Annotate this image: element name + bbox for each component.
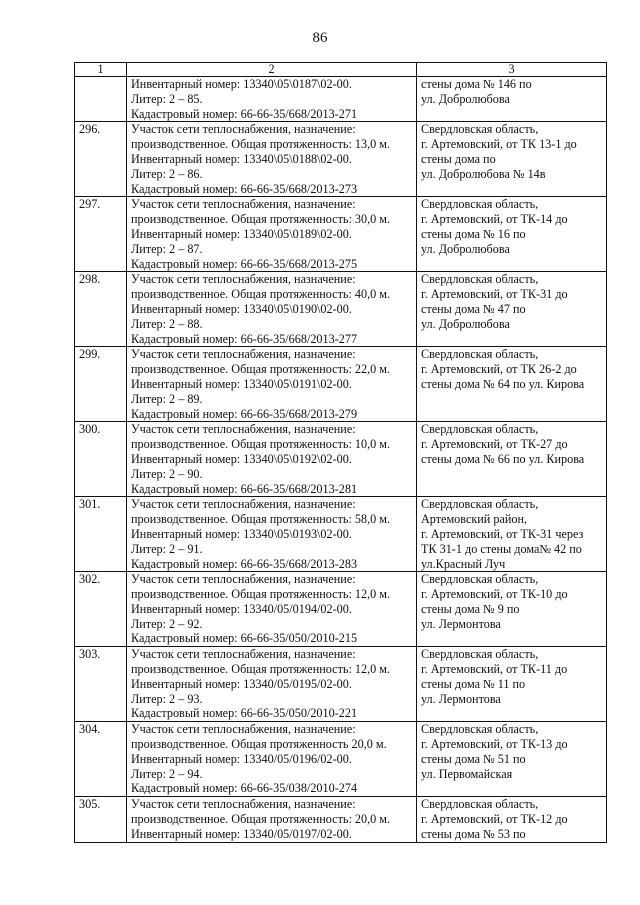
location-line: Свердловская область, [421, 347, 539, 362]
object-location [417, 272, 607, 347]
description-line: Литер: 2 – 89. [131, 391, 203, 406]
description-line: производственное. Общая протяженность: 30,0 м. [131, 212, 391, 227]
description-line: Инвентарный номер: 13340\05\0192\02-00. [131, 451, 352, 466]
location-line: Свердловская область, [421, 797, 539, 812]
location-line: Свердловская область, [421, 122, 539, 137]
description-line: Участок сети теплоснабжения, назначение: [131, 422, 356, 437]
location-line: ул.Красный Луч [421, 556, 506, 571]
location-line: стены дома № 64 по ул. Кирова [421, 376, 585, 391]
object-location [417, 422, 607, 497]
description-line: Кадастровый номер: 66-66-35/668/2013-279 [131, 406, 358, 421]
location-line: Свердловская область, [421, 722, 539, 737]
object-description [127, 797, 417, 842]
description-line: Инвентарный номер: 13340/05/0195/02-00. [131, 676, 352, 691]
location-line: ул. Добролюбова [421, 91, 510, 106]
description-line: производственное. Общая протяженность: 58,0 м. [131, 512, 391, 527]
description-line: Кадастровый номер: 66-66-35/668/2013-275 [131, 256, 358, 271]
description-line: производственное. Общая протяженность: 12,0 м. [131, 662, 391, 677]
description-line: Инвентарный номер: 13340\05\0187\02-00. [131, 77, 352, 91]
object-location [417, 197, 607, 272]
location-line: ул. Добролюбова [421, 241, 510, 256]
table-row [75, 77, 607, 122]
row-number: 304. [75, 722, 127, 797]
location-line: ул. Добролюбова № 14в [421, 166, 546, 181]
location-line: стены дома № 11 по [421, 676, 526, 691]
description-line: Участок сети теплоснабжения, назначение: [131, 572, 356, 587]
table-row [75, 347, 607, 422]
description-line: Кадастровый номер: 66-66-35/668/2013-273 [131, 181, 358, 196]
object-description [127, 422, 417, 497]
object-description [127, 77, 417, 122]
object-description [127, 722, 417, 797]
location-line: г. Артемовский, от ТК-13 до [421, 737, 568, 752]
location-line: Свердловская область, [421, 572, 539, 587]
description-line: производственное. Общая протяженность 20,0 м. [131, 737, 387, 752]
table-row [75, 722, 607, 797]
description-line: Участок сети теплоснабжения, назначение: [131, 197, 356, 212]
location-line: ул. Лермонтова [421, 616, 501, 631]
description-line: Кадастровый номер: 66-66-35/668/2013-277 [131, 331, 358, 346]
table-row [75, 647, 607, 722]
description-line: Кадастровый номер: 66-66-35/668/2013-271 [131, 106, 358, 121]
row-number: 305. [75, 797, 127, 842]
location-line: Свердловская область, [421, 422, 539, 437]
description-line: Участок сети теплоснабжения, назначение: [131, 797, 356, 812]
description-line: Участок сети теплоснабжения, назначение: [131, 272, 356, 287]
location-line: стены дома по [421, 151, 496, 166]
table-row [75, 497, 607, 572]
location-line: Свердловская область, [421, 197, 539, 212]
location-line: Свердловская область, [421, 647, 539, 662]
object-location [417, 722, 607, 797]
location-line: стены дома № 9 по [421, 601, 520, 616]
description-line: Литер: 2 – 94. [131, 766, 203, 781]
description-line: производственное. Общая протяженность: 20,0 м. [131, 812, 391, 827]
description-line: производственное. Общая протяженность: 13,0 м. [131, 137, 391, 152]
column-header-2: 2 [127, 63, 417, 77]
description-line: Литер: 2 – 86. [131, 166, 203, 181]
location-line: стены дома № 53 по [421, 826, 526, 841]
page-number: 86 [312, 30, 328, 46]
description-line: производственное. Общая протяженность: 12,0 м. [131, 587, 391, 602]
location-line: г. Артемовский, от ТК-11 до [421, 662, 568, 677]
description-line: производственное. Общая протяженность: 10,0 м. [131, 437, 391, 452]
object-location [417, 77, 607, 122]
object-location [417, 647, 607, 722]
table-row [75, 122, 607, 197]
description-line: Литер: 2 – 93. [131, 691, 203, 706]
table-row [75, 572, 607, 647]
location-line: г. Артемовский, от ТК-31 до [421, 287, 568, 302]
location-line: г. Артемовский, от ТК-27 до [421, 437, 568, 452]
object-description [127, 647, 417, 722]
object-location [417, 347, 607, 422]
object-description [127, 572, 417, 647]
description-line: Кадастровый номер: 66-66-35/050/2010-221 [131, 706, 358, 721]
location-line: ул. Первомайская [421, 766, 513, 781]
object-description [127, 497, 417, 572]
location-line: ул. Лермонтова [421, 691, 501, 706]
location-line: ул. Добролюбова [421, 316, 510, 331]
description-line: Инвентарный номер: 13340\05\0193\02-00. [131, 526, 352, 541]
row-number: 301. [75, 497, 127, 572]
description-line: Участок сети теплоснабжения, назначение: [131, 497, 356, 512]
table-header-row [75, 63, 607, 77]
description-line: производственное. Общая протяженность: 40,0 м. [131, 287, 391, 302]
table-row [75, 272, 607, 347]
object-description [127, 122, 417, 197]
description-line: Кадастровый номер: 66-66-35/038/2010-274 [131, 781, 358, 796]
description-line: Кадастровый номер: 66-66-35/050/2010-215 [131, 631, 358, 646]
location-line: г. Артемовский, от ТК-14 до [421, 212, 568, 227]
object-location [417, 497, 607, 572]
description-line: производственное. Общая протяженность: 22,0 м. [131, 362, 391, 377]
location-line: г. Артемовский, от ТК 26-2 до [421, 362, 577, 377]
object-location [417, 572, 607, 647]
description-line: Литер: 2 – 91. [131, 541, 203, 556]
description-line: Литер: 2 – 92. [131, 616, 203, 631]
description-line: Инвентарный номер: 13340/05/0197/02-00. [131, 826, 352, 841]
description-line: Литер: 2 – 87. [131, 241, 203, 256]
row-number: 299. [75, 347, 127, 422]
location-line: стены дома № 51 по [421, 751, 526, 766]
description-line: Литер: 2 – 88. [131, 316, 203, 331]
description-line: Кадастровый номер: 66-66-35/668/2013-283 [131, 556, 358, 571]
row-number: 300. [75, 422, 127, 497]
location-line: г. Артемовский, от ТК-31 через [421, 526, 584, 541]
column-header-3: 3 [417, 63, 607, 77]
description-line: Участок сети теплоснабжения, назначение: [131, 647, 356, 662]
row-number: 297. [75, 197, 127, 272]
description-line: Инвентарный номер: 13340\05\0188\02-00. [131, 151, 352, 166]
description-line: Участок сети теплоснабжения, назначение: [131, 347, 356, 362]
description-line: Литер: 2 – 90. [131, 466, 203, 481]
table-row [75, 197, 607, 272]
description-line: Кадастровый номер: 66-66-35/668/2013-281 [131, 481, 358, 496]
description-line: Инвентарный номер: 13340\05\0191\02-00. [131, 376, 352, 391]
location-line: Артемовский район, [421, 512, 528, 527]
location-line: г. Артемовский, от ТК 13-1 до [421, 137, 577, 152]
location-line: стены дома № 66 по ул. Кирова [421, 451, 585, 466]
column-header-1: 1 [75, 63, 127, 77]
object-location [417, 122, 607, 197]
description-line: Инвентарный номер: 13340/05/0196/02-00. [131, 751, 352, 766]
description-line: Инвентарный номер: 13340/05/0194/02-00. [131, 601, 352, 616]
table-row [75, 422, 607, 497]
description-line: Инвентарный номер: 13340\05\0189\02-00. [131, 226, 352, 241]
row-number: 303. [75, 647, 127, 722]
object-description [127, 272, 417, 347]
location-line: стены дома № 47 по [421, 301, 526, 316]
description-line: Литер: 2 – 85. [131, 91, 203, 106]
registry-table [74, 62, 607, 843]
row-number: 302. [75, 572, 127, 647]
table-body [75, 77, 607, 843]
location-line: г. Артемовский, от ТК-10 до [421, 587, 568, 602]
row-number: 298. [75, 272, 127, 347]
location-line: Свердловская область, [421, 272, 539, 287]
location-line: стены дома № 146 по [421, 77, 532, 91]
object-description [127, 347, 417, 422]
description-line: Инвентарный номер: 13340\05\0190\02-00. [131, 301, 352, 316]
location-line: стены дома № 16 по [421, 226, 526, 241]
location-line: Свердловская область, [421, 497, 539, 512]
description-line: Участок сети теплоснабжения, назначение: [131, 122, 356, 137]
table-row [75, 797, 607, 842]
location-line: ТК 31-1 до стены дома№ 42 по [421, 541, 582, 556]
object-location [417, 797, 607, 842]
object-description [127, 197, 417, 272]
row-number [75, 77, 127, 122]
location-line: г. Артемовский, от ТК-12 до [421, 812, 568, 827]
description-line: Участок сети теплоснабжения, назначение: [131, 722, 356, 737]
row-number: 296. [75, 122, 127, 197]
